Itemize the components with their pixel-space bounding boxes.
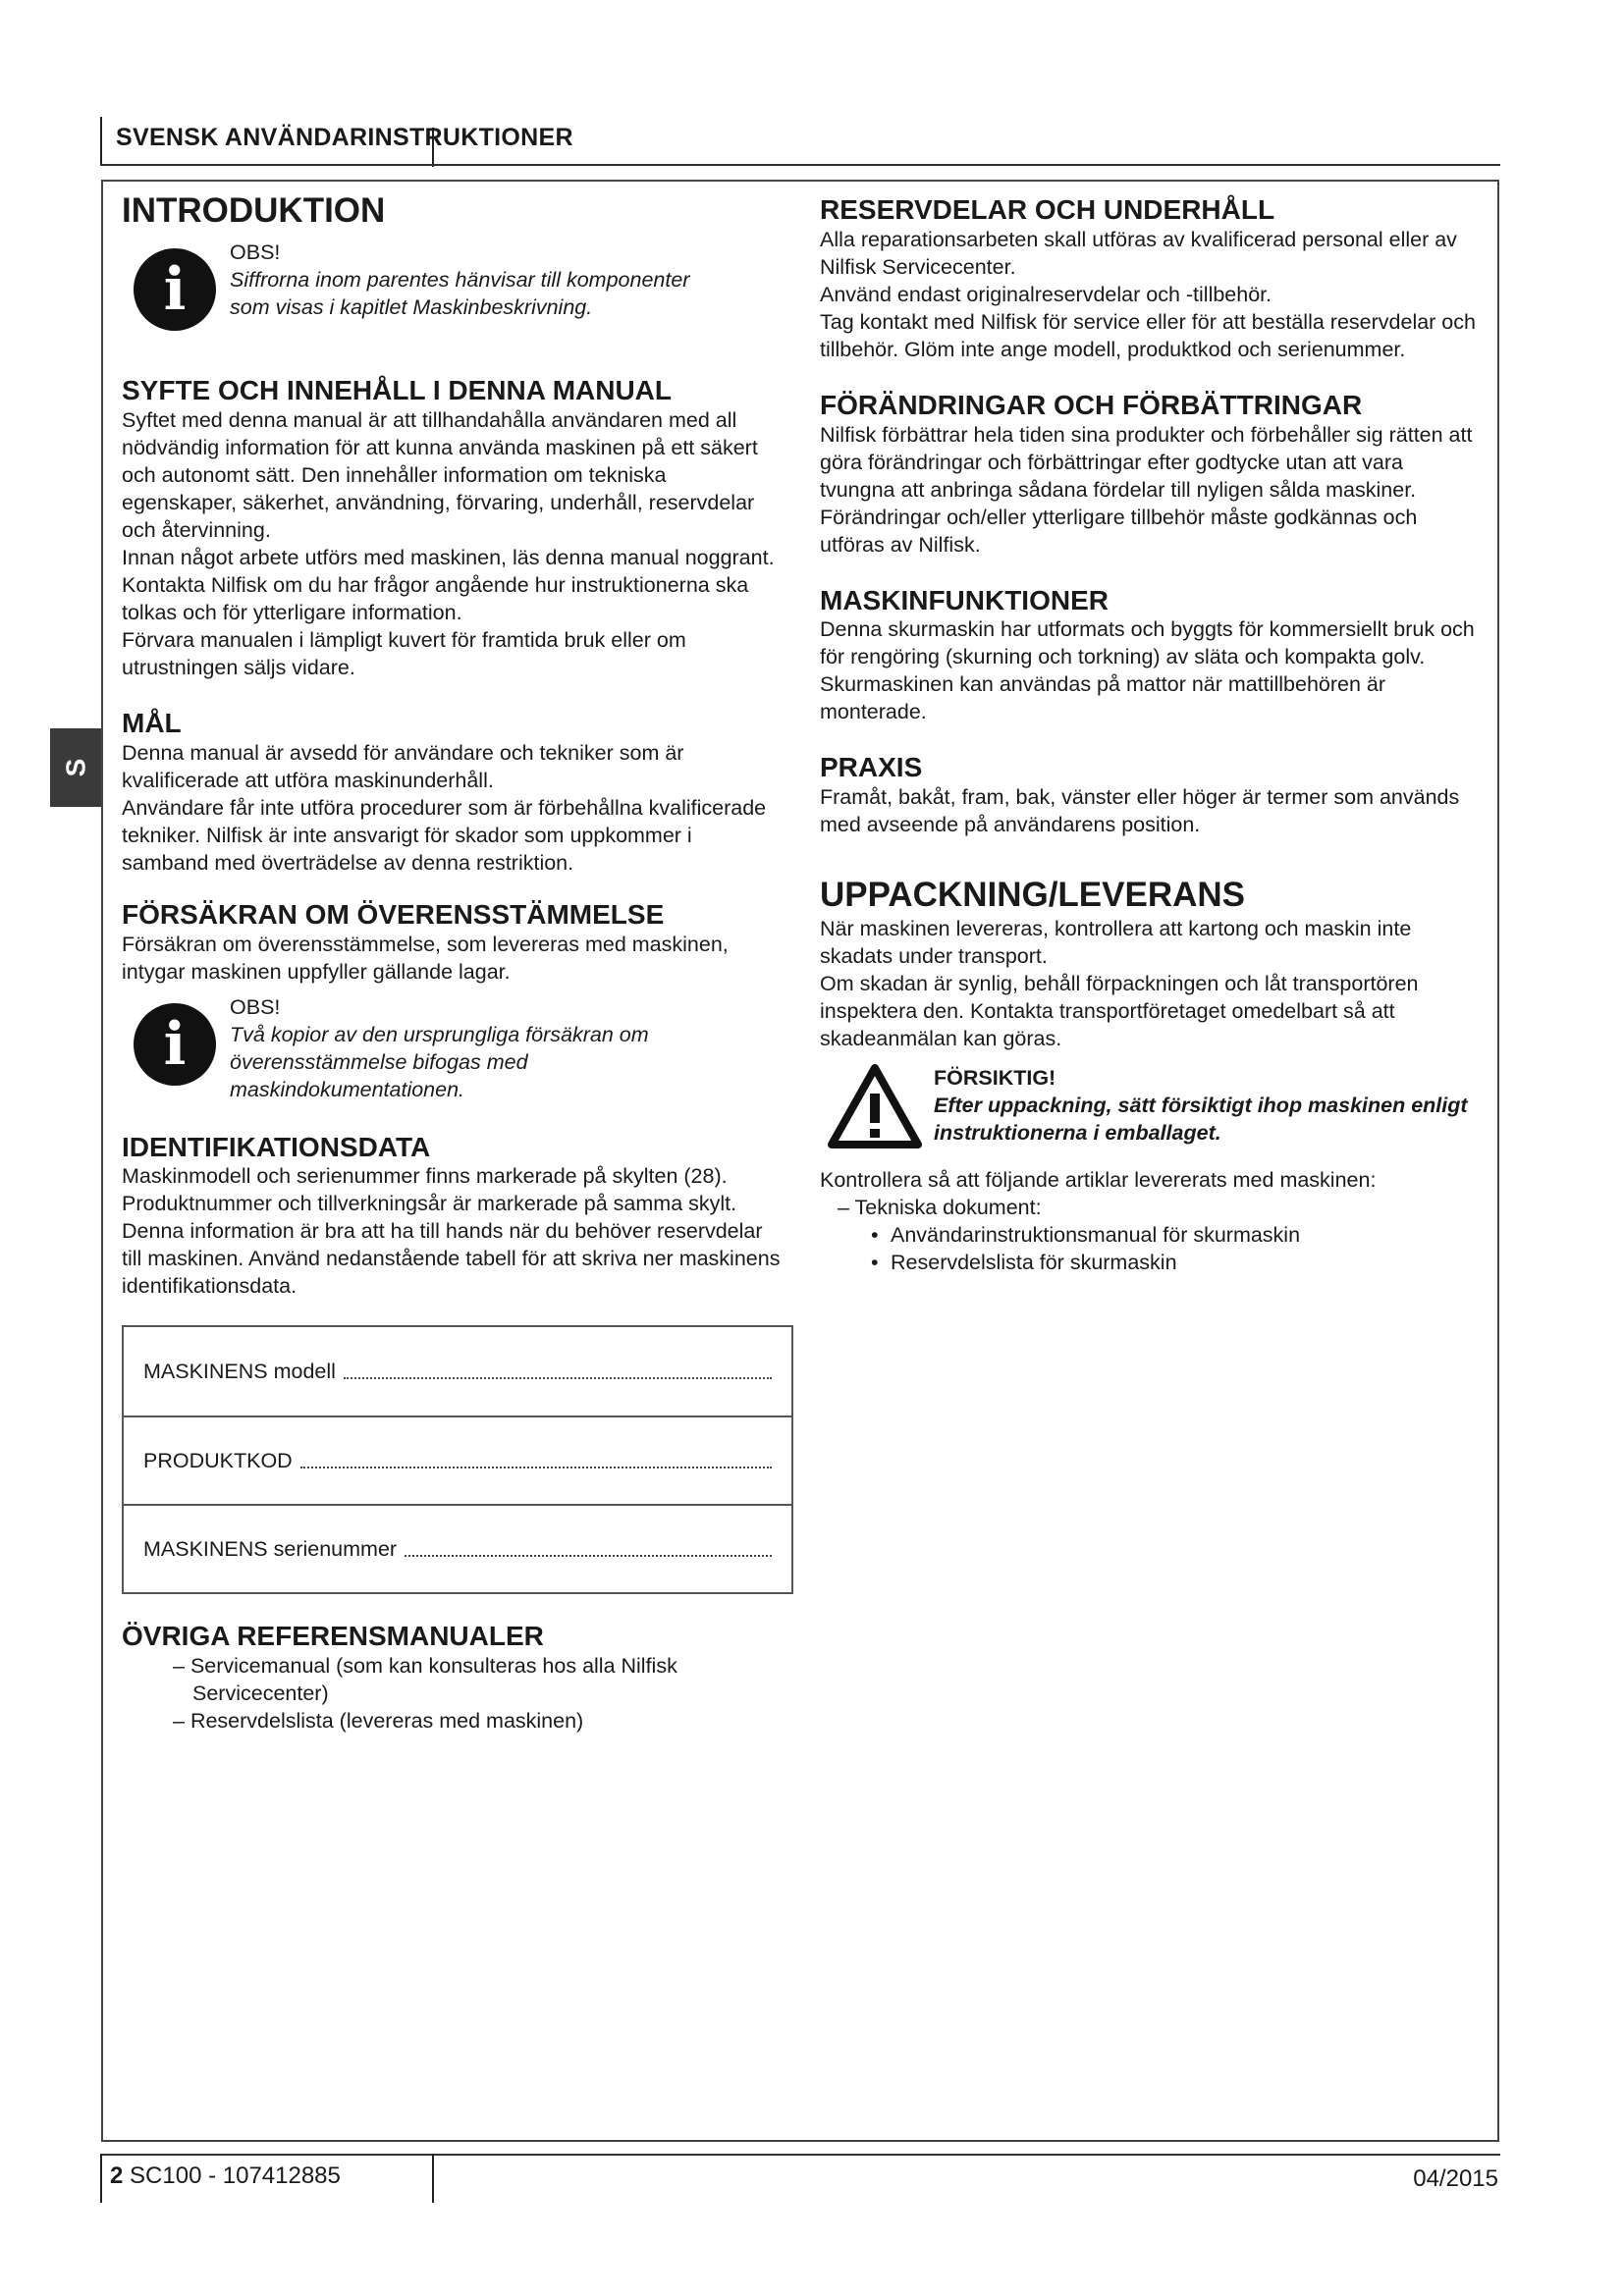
paragraph: Produktnummer och tillverkningsår är markerade på samma skylt. <box>122 1192 737 1216</box>
paragraph: Syftet med denna manual är att tillhandahålla användaren med all nödvändig information för att kunna använda maskinen på ett säkert och autonomt sätt. Den innehåller information om tekniska egenskaper, säkerhet, användning, förvaring, underhåll, reservdelar och återvinning. <box>122 408 758 543</box>
ovriga-title: ÖVRIGA REFERENSMANUALER <box>122 1621 544 1652</box>
mal-title: MÅL <box>122 708 182 739</box>
fill-in-line <box>344 1377 772 1379</box>
language-tab-label: S <box>60 758 90 777</box>
section-ovriga <box>122 1622 785 1735</box>
forandringar-title: FÖRÄNDRINGAR OCH FÖRBÄTTRINGAR <box>820 389 1363 420</box>
row-label: PRODUKTKOD <box>143 1448 293 1472</box>
table-row <box>124 1415 791 1504</box>
paragraph: Framåt, bakåt, fram, bak, vänster eller höger är termer som används med avseende på användarens position. <box>820 785 1460 837</box>
section-mal <box>122 709 785 877</box>
row-label: MASKINENS serienummer <box>143 1536 398 1561</box>
doc-code: SC100 - 107412885 <box>130 2163 341 2189</box>
section-forsakran <box>122 900 785 1103</box>
caution-text: Efter uppackning, sätt försiktigt ihop maskinen enligt instruktionerna i emballaget. <box>934 1094 1468 1146</box>
header-rule <box>100 164 1500 166</box>
list-item: • Användarinstruktionsmanual för skurmaskin <box>820 1221 1483 1249</box>
footer-date: 04/2015 <box>1413 2165 1498 2192</box>
paragraph: Kontrollera så att följande artiklar levererats med maskinen: <box>820 1168 1377 1193</box>
forsakran-note <box>122 993 785 1103</box>
paragraph: När maskinen levereras, kontrollera att kartong och maskin inte skadats under transport. <box>820 917 1412 969</box>
paragraph: Förvara manualen i lämpligt kuvert för framtida bruk eller om utrustningen säljs vidare. <box>122 628 686 680</box>
paragraph: Använd endast originalreservdelar och -tillbehör. <box>820 282 1272 306</box>
reservdelar-title: RESERVDELAR OCH UNDERHÅLL <box>820 194 1275 225</box>
table-row <box>124 1504 791 1592</box>
section-forandringar <box>820 391 1483 559</box>
header-title: SVENSK ANVÄNDARINSTRUKTIONER <box>116 124 573 151</box>
paragraph: Förändringar och/eller ytterligare tillbehör måste godkännas och utföras av Nilfisk. <box>820 505 1418 557</box>
list-item: – Tekniska dokument: <box>820 1194 1483 1221</box>
paragraph: Denna manual är avsedd för användare och tekniker som är kvalificerade att utföra maskinunderhåll. <box>122 740 684 792</box>
ident-title: IDENTIFIKATIONSDATA <box>122 1131 431 1162</box>
section-praxis <box>820 753 1483 838</box>
paragraph: Maskinmodell och serienummer finns markerade på skylten (28). <box>122 1164 728 1189</box>
intro-title: INTRODUKTION <box>122 191 386 230</box>
forsakran-title: FÖRSÄKRAN OM ÖVERENSSTÄMMELSE <box>122 898 665 930</box>
header-divider-left <box>100 117 102 166</box>
paragraph: Om skadan är synlig, behåll förpackningen och låt transportören inspektera den. Kontakta transportföretaget omedelbart så att skadeanmälan kan göras. <box>820 972 1419 1051</box>
warning-icon <box>828 1064 922 1148</box>
paragraph: Denna information är bra att ha till hands när du behöver reservdelar till maskinen. Använd nedanstående tabell för att skriva ner maskinens identifikationsdata. <box>122 1219 781 1299</box>
caution-note <box>820 1064 1483 1148</box>
left-column <box>122 191 785 1735</box>
note-label: OBS! <box>230 240 281 265</box>
note-text: Siffrorna inom parentes hänvisar till komponenter som visas i kapitlet Maskinbeskrivning. <box>230 268 690 320</box>
uppackning-title: UPPACKNING/LEVERANS <box>820 876 1246 915</box>
paragraph: Försäkran om överensstämmelse, som levereras med maskinen, intygar maskinen uppfyller gällande lagar. <box>122 932 729 984</box>
footer-divider-mid <box>432 2154 434 2203</box>
info-icon: i <box>134 248 216 331</box>
list-item: – Reservdelslista (levereras med maskinen) <box>122 1707 785 1735</box>
note-label: OBS! <box>230 994 281 1019</box>
paragraph: Användare får inte utföra procedurer som är förbehållna kvalificerade tekniker. Nilfisk är inte ansvarigt för skador som uppkommer i samband med överträdelse av denna restriktion. <box>122 795 767 875</box>
page-number: 2 <box>110 2163 124 2189</box>
footer-divider-left <box>100 2154 102 2203</box>
list-item: – Servicemanual (som kan konsulteras hos alla Nilfisk Servicecenter) <box>122 1652 785 1707</box>
paragraph: Nilfisk förbättrar hela tiden sina produkter och förbehåller sig rätten att göra förändringar och förbättringar efter godtycke utan att vara tvungna att anbringa sådana fördelar till nyligen sålda maskiner. <box>820 422 1473 502</box>
section-syfte <box>122 376 785 681</box>
info-icon: i <box>134 1003 216 1086</box>
section-ident <box>122 1133 785 1301</box>
paragraph: Denna skurmaskin har utformats och byggts för kommersiellt bruk och för rengöring (skurning och torkning) av släta och kompakta golv. <box>820 617 1475 669</box>
section-introduktion <box>122 191 785 331</box>
note-text: Två kopior av den ursprungliga försäkran om överensstämmelse bifogas med maskindokumentationen. <box>230 1022 649 1101</box>
caution-label: FÖRSIKTIG! <box>934 1066 1056 1091</box>
section-reservdelar <box>820 195 1483 363</box>
section-maskinfunktioner <box>820 586 1483 726</box>
paragraph: Innan något arbete utförs med maskinen, läs denna manual noggrant. Kontakta Nilfisk om du har frågor angående hur instruktionerna ska tolkas och för ytterligare information. <box>122 546 775 625</box>
maskinfunktioner-title: MASKINFUNKTIONER <box>820 584 1109 615</box>
footer-rule <box>100 2154 1500 2156</box>
table-row <box>124 1327 791 1415</box>
right-column <box>820 191 1483 1276</box>
syfte-title: SYFTE OCH INNEHÅLL I DENNA MANUAL <box>122 375 672 406</box>
fill-in-line <box>405 1555 772 1557</box>
document-list <box>820 1221 1483 1276</box>
list-item: • Reservdelslista för skurmaskin <box>820 1249 1483 1276</box>
delivery-list <box>820 1194 1483 1221</box>
footer-doc-info <box>110 2163 341 2190</box>
fill-in-line <box>300 1467 772 1468</box>
intro-note <box>122 239 785 331</box>
identification-table <box>122 1325 793 1594</box>
praxis-title: PRAXIS <box>820 752 923 783</box>
row-label: MASKINENS modell <box>143 1359 336 1383</box>
paragraph: Tag kontakt med Nilfisk för service eller för att beställa reservdelar och tillbehör. Glöm inte ange modell, produktkod och serienummer. <box>820 309 1476 361</box>
paragraph: Skurmaskinen kan användas på mattor när mattillbehören är monterade. <box>820 672 1386 724</box>
language-tab <box>50 728 101 807</box>
section-uppackning <box>820 876 1483 1276</box>
paragraph: Alla reparationsarbeten skall utföras av kvalificerad personal eller av Nilfisk Servicecenter. <box>820 227 1457 279</box>
reference-list <box>122 1652 785 1735</box>
